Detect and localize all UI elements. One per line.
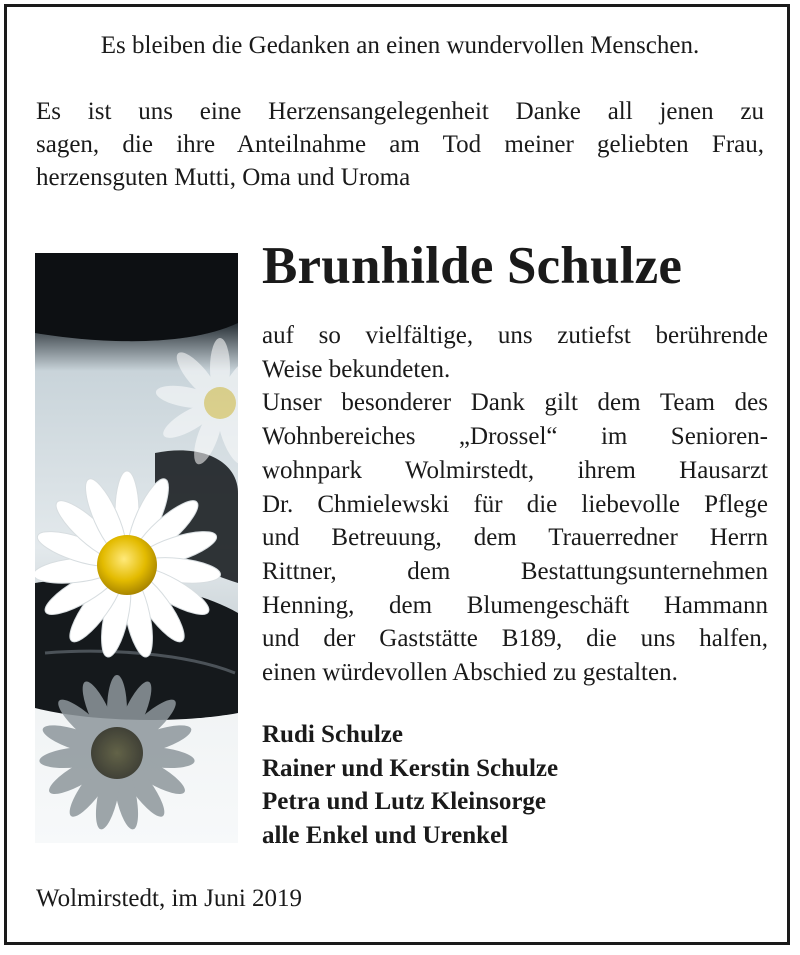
intro-line: Es ist uns eine Herzensangelegenheit Danke all jenen zu bbox=[36, 98, 764, 125]
thanks-line: und der Gaststätte B189, die uns halfen, bbox=[262, 625, 768, 653]
signer-name: Rudi Schulze bbox=[262, 721, 404, 748]
signers bbox=[262, 718, 558, 852]
place-date: Wolmirstedt, im Juni 2019 bbox=[36, 885, 303, 912]
thanks-line: wohnpark Wolmirstedt, ihrem Hausarzt bbox=[262, 456, 768, 484]
intro-line: herzensguten Mutti, Oma und Uroma bbox=[36, 164, 411, 191]
intro-line: sagen, die ihre Anteilnahme am Tod meiner geliebten Frau, bbox=[36, 131, 764, 158]
thanks-line: Unser besonderer Dank gilt dem Team des bbox=[262, 389, 768, 417]
deceased-name: Brunhilde Schulze bbox=[262, 237, 683, 295]
signer-name: Petra und Lutz Kleinsorge bbox=[262, 788, 547, 815]
thanks-line: Dr. Chmielewski für die liebevolle Pflege bbox=[262, 490, 768, 518]
thanks-line: Wohnbereiches „Drossel“ im Senioren- bbox=[262, 423, 768, 451]
thanks-text bbox=[262, 319, 768, 690]
daisy-photo bbox=[35, 253, 238, 843]
thanks-line: auf so vielfältige, uns zutiefst berührende bbox=[262, 322, 768, 349]
thanks-line: und Betreuung, dem Trauerredner Herrn bbox=[262, 524, 768, 552]
thanks-line: Weise bekundeten. bbox=[262, 355, 451, 383]
thanks-line: Rittner, dem Bestattungsunternehmen bbox=[262, 557, 768, 585]
intro-text bbox=[36, 95, 764, 194]
signer-name: Rainer und Kerstin Schulze bbox=[262, 754, 559, 782]
thanks-line: einen würdevollen Abschied zu gestalten. bbox=[262, 659, 678, 687]
motto: Es bleiben die Gedanken an einen wundervollen Menschen. bbox=[100, 32, 700, 59]
thanks-line: Henning, dem Blumengeschäft Hammann bbox=[262, 591, 768, 619]
signer-name: alle Enkel und Urenkel bbox=[262, 821, 509, 849]
